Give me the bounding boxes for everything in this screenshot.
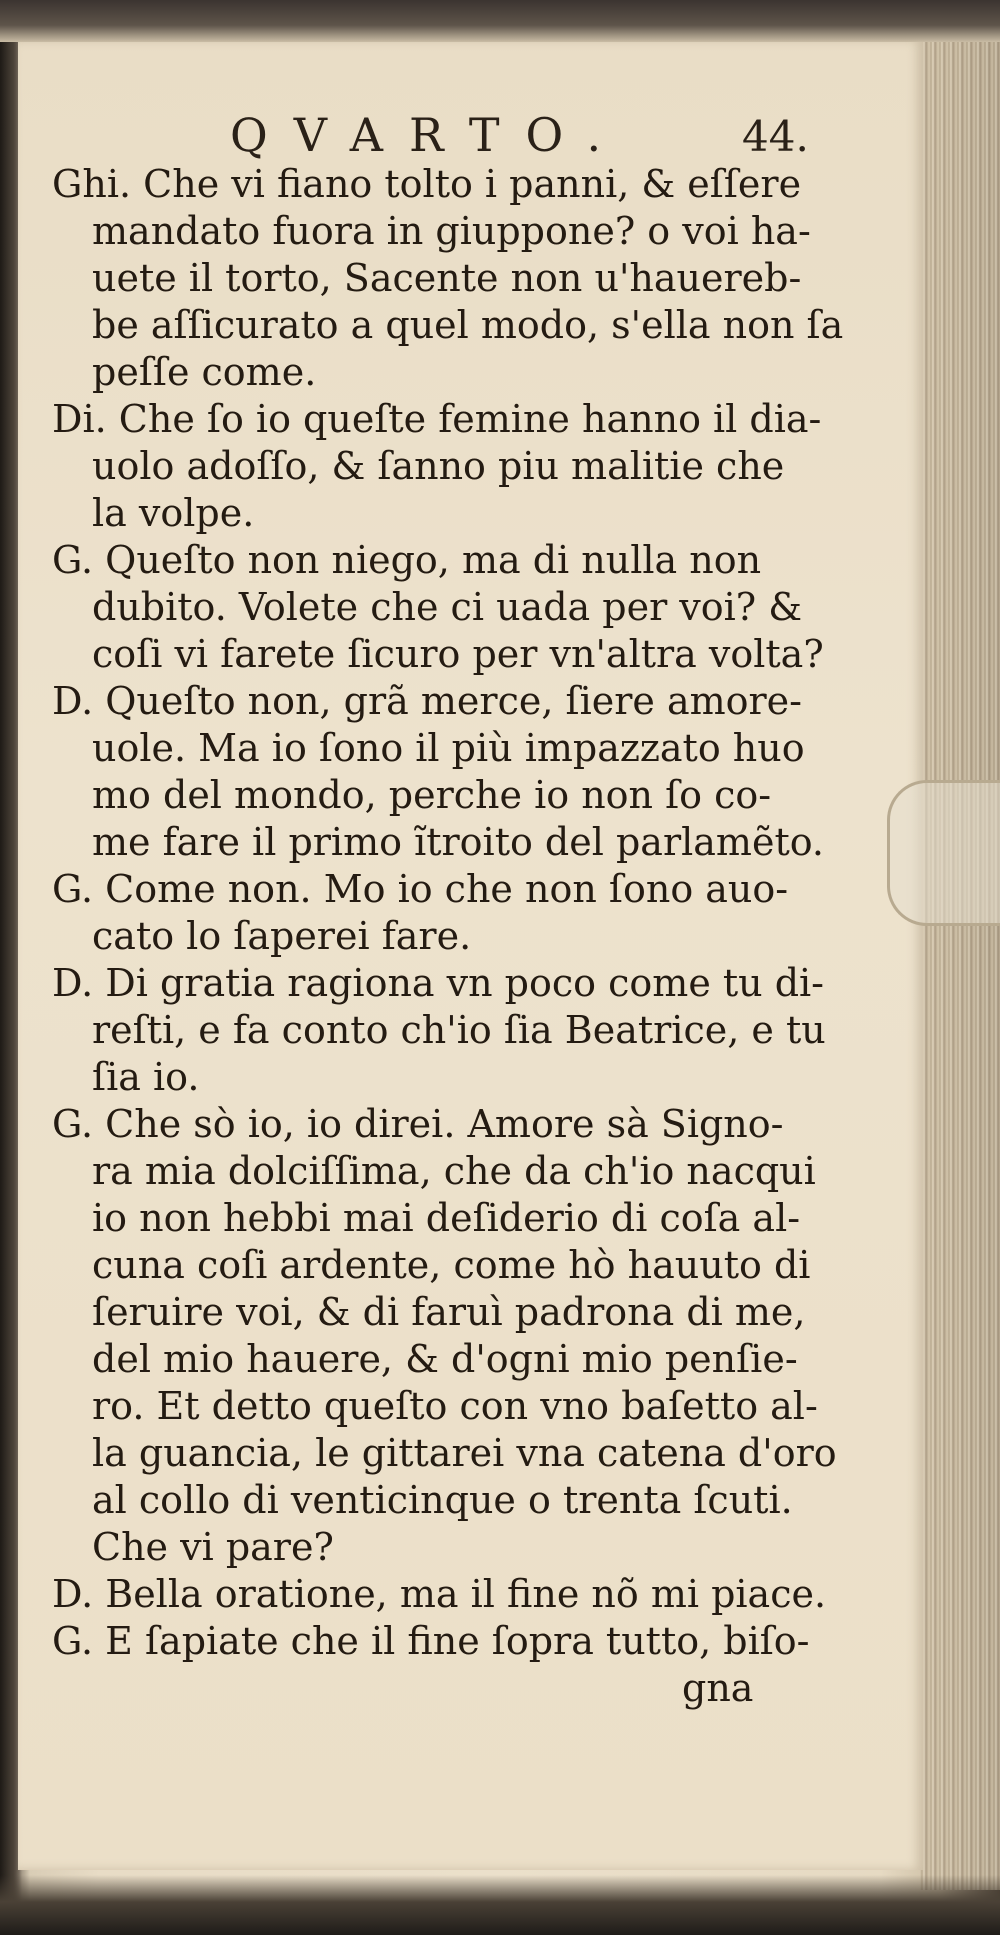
text-line: Di. Che ſo io queſte femine hanno il dia- (52, 397, 822, 441)
text-line: uolo adoſſo, & ſanno piu malitie che (92, 444, 785, 488)
text-line: io non hebbi mai deſiderio di coſa al- (92, 1196, 801, 1240)
page-number: 44. (742, 112, 809, 161)
page-edges (920, 30, 1000, 1890)
text-line: cato lo ſaperei fare. (92, 914, 472, 958)
bottom-shadow (0, 1875, 1000, 1935)
text-line: D. Queſto non, grã merce, ſiere amore- (52, 679, 802, 723)
page-clip (887, 780, 1000, 926)
text-line: ſia io. (92, 1055, 200, 1099)
text-line: al collo di venticinque o trenta ſcuti. (92, 1478, 793, 1522)
catchword: gna (682, 1666, 754, 1710)
text-line: Ghi. Che vi fiano tolto i panni, & eſſere (52, 162, 802, 206)
text-line: me fare il primo ĩtroito del parlamẽto. (92, 820, 825, 864)
text-line: del mio hauere, & d'ogni mio penſie- (92, 1337, 798, 1381)
text-line: G. Queſto non niego, ma di nulla non (52, 538, 762, 582)
text-line: ſeruire voi, & di faruì padrona di me, (92, 1290, 806, 1334)
text-line: reſti, e fa conto ch'io ſia Beatrice, e tu (92, 1008, 826, 1052)
text-line: D. Di gratia ragiona vn poco come tu di- (52, 961, 825, 1005)
text-line: G. Come non. Mo io che non ſono auo- (52, 867, 789, 911)
running-head: QVARTO. (230, 108, 628, 162)
text-line: uete il torto, Sacente non u'hauereb- (92, 256, 802, 300)
text-line: G. E ſapiate che il fine ſopra tutto, biſo- (52, 1619, 810, 1663)
text-line: uole. Ma io ſono il più impazzato huo (92, 726, 805, 770)
text-line: ro. Et detto queſto con vno baſetto al- (92, 1384, 818, 1428)
text-line: be aſſicurato a quel modo, s'ella non ſa (92, 303, 844, 347)
text-line: ra mia dolciſſima, che da ch'io nacqui (92, 1149, 816, 1193)
text-line: D. Bella oratione, ma il fine nõ mi piace. (52, 1572, 827, 1616)
top-shadow (0, 0, 1000, 42)
text-line: G. Che sò io, io direi. Amore sà Signo- (52, 1102, 784, 1146)
text-line: la volpe. (92, 491, 255, 535)
text-line: mandato fuora in giuppone? o voi ha- (92, 209, 811, 253)
text-line: coſi vi farete ſicuro per vn'altra volta? (92, 632, 824, 676)
text-line: la guancia, le gittarei vna catena d'oro (92, 1431, 837, 1475)
text-line: Che vi pare? (92, 1525, 334, 1569)
text-line: dubito. Volete che ci uada per voi? & (92, 585, 803, 629)
text-line: peſſe come. (92, 350, 317, 394)
text-line: mo del mondo, perche io non ſo co- (92, 773, 772, 817)
text-line: cuna coſi ardente, come hò hauuto di (92, 1243, 811, 1287)
